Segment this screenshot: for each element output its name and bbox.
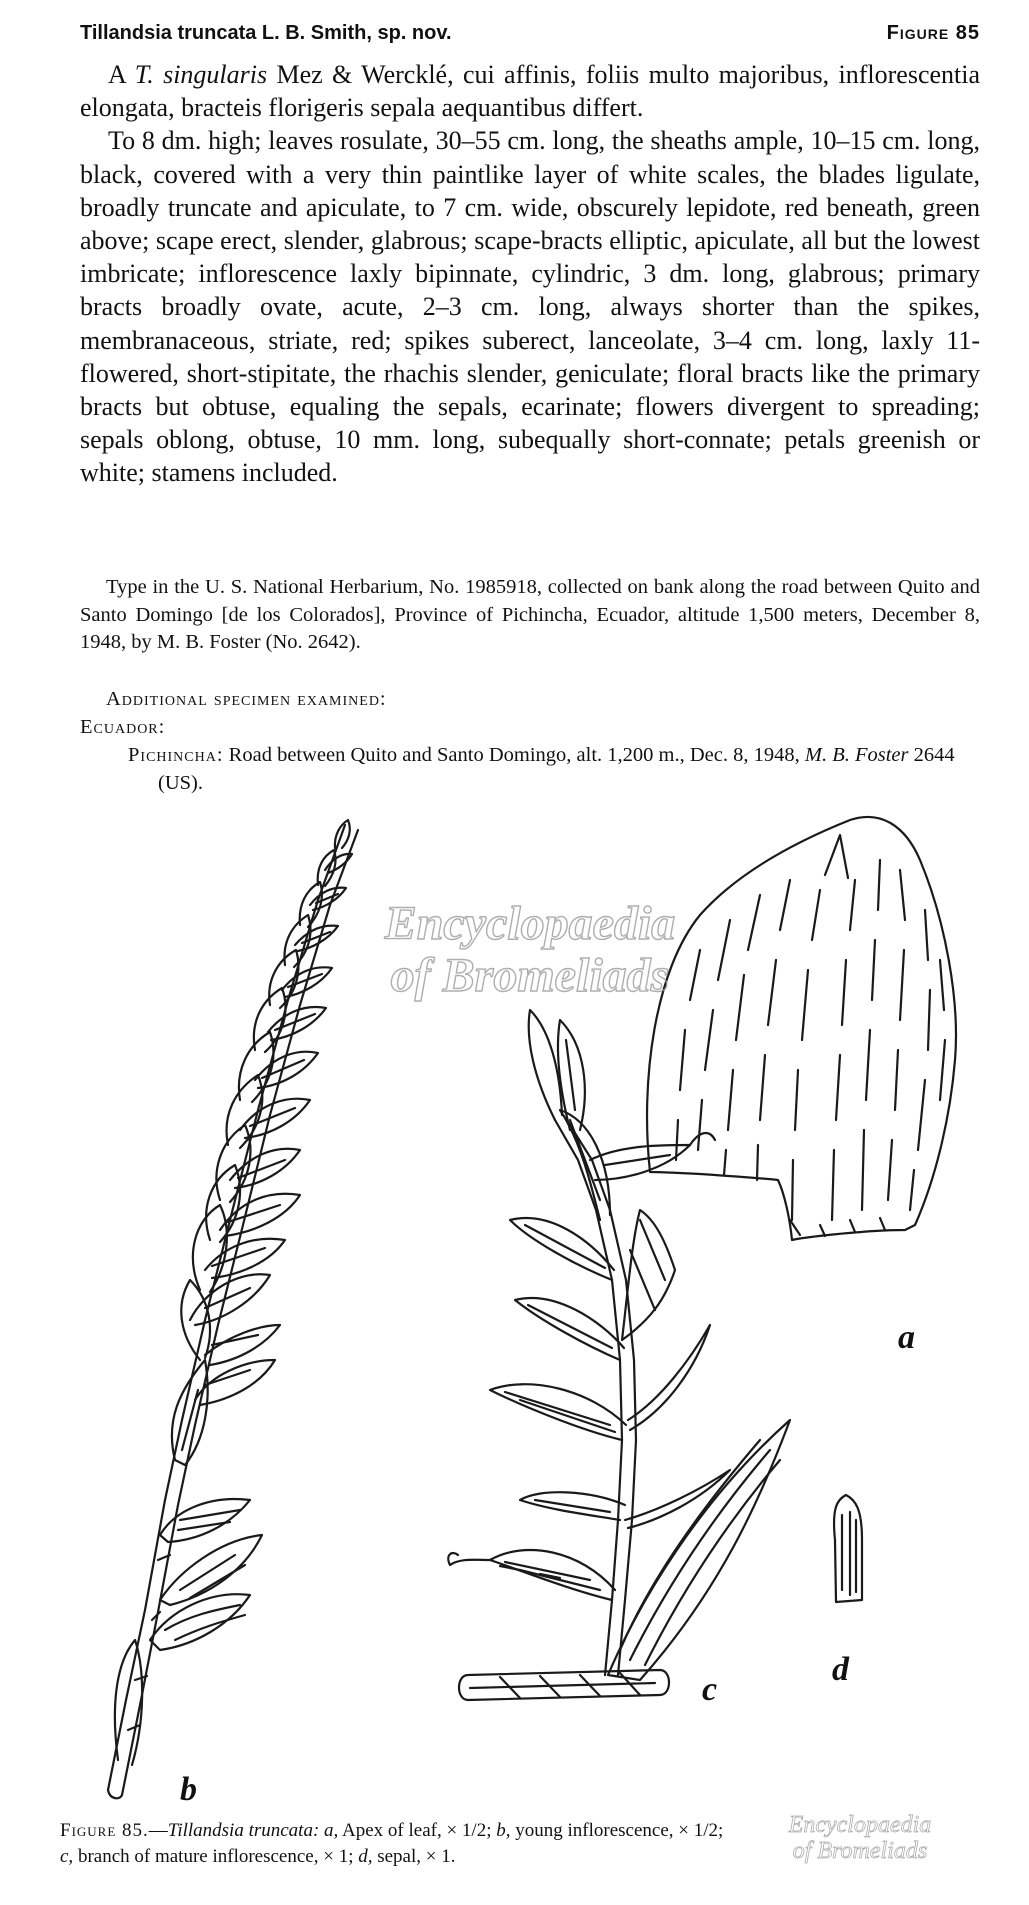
figure-label-a: a bbox=[898, 1319, 915, 1356]
caption-c-label: c, bbox=[60, 1846, 74, 1867]
figure-a-leaf-apex bbox=[647, 817, 956, 1240]
watermark-center bbox=[320, 898, 740, 1002]
species-heading: Tillandsia truncata L. B. Smith, sp. nov. bbox=[80, 22, 452, 44]
watermark-corner-line-2: of Bromeliads bbox=[792, 1838, 928, 1864]
country-heading: Ecuador: bbox=[80, 716, 166, 738]
caption-c-text: branch of mature inflorescence, × 1; bbox=[73, 1846, 359, 1867]
watermark-corner-line-1: Encyclopaedia bbox=[788, 1812, 932, 1838]
latin-pre: A bbox=[108, 60, 135, 89]
species-description bbox=[80, 58, 980, 490]
caption-b-label: b, bbox=[496, 1820, 511, 1841]
additional-specimen-heading: Additional specimen examined: bbox=[106, 688, 387, 710]
figure-number: Figure 85 bbox=[886, 22, 980, 44]
figure-label-d: d bbox=[832, 1651, 849, 1688]
caption-b-text: young inflorescence, × 1/2; bbox=[510, 1820, 724, 1841]
latin-post: Mez & Wercklé, cui affinis, foliis multo majoribus, inflorescentia elongata, bracteis florigeris sepala aequantibus differt. bbox=[80, 60, 981, 123]
figure-c-mature-branch bbox=[448, 1010, 790, 1700]
caption-a-text: Apex of leaf, × 1/2; bbox=[338, 1820, 497, 1841]
caption-a-label: a, bbox=[319, 1820, 339, 1841]
collector-number: 2644 (US). bbox=[158, 744, 955, 794]
caption-lead: Figure 85. bbox=[60, 1820, 149, 1841]
figure-label-c: c bbox=[702, 1671, 718, 1708]
caption-d-label: d, bbox=[358, 1846, 373, 1867]
watermark-line-2: of Bromeliads bbox=[390, 949, 670, 1002]
locality-text: Road between Quito and Santo Domingo, alt. 1,200 m., Dec. 8, 1948, bbox=[223, 744, 805, 766]
figure-d-sepal bbox=[834, 1495, 862, 1602]
caption-dash: — bbox=[148, 1820, 168, 1841]
specimen-locality bbox=[128, 742, 980, 797]
page-header bbox=[80, 22, 980, 52]
type-specimen-note bbox=[80, 574, 980, 657]
figure-label-b: b bbox=[180, 1771, 197, 1808]
latin-diagnosis bbox=[80, 58, 980, 124]
watermark-line-1: Encyclopaedia bbox=[384, 897, 676, 950]
figure-caption bbox=[60, 1818, 980, 1870]
collector-name: M. B. Foster bbox=[804, 744, 909, 766]
latin-species: T. singularis bbox=[134, 60, 268, 89]
province-name: Pichincha: bbox=[128, 744, 224, 766]
type-note-text: Type in the U. S. National Herbarium, No. 1985918, collected on bank along the road between Quito and Santo Domingo [de los Colorados], Province of Pichincha, Ecuador, altitude 1,500 meters, December 8, 1948, by M. B. Foster (No. 2642). bbox=[80, 576, 980, 653]
caption-d-text: sepal, × 1. bbox=[372, 1846, 456, 1867]
description-paragraph: To 8 dm. high; leaves rosulate, 30–55 cm. long, the sheaths ample, 10–15 cm. long, black, covered with a very thin paintlike layer of white scales, the blades ligulate, broadly truncate and apiculate, to 7 cm. wide, obscurely lepidote, red beneath, green above; scape erect, slender, glabrous; scape-bracts elliptic, apiculate, all but the lowest imbricate; inflorescence laxly bipinnate, cylindric, 3 dm. long, glabrous; primary bracts broadly ovate, acute, 2–3 cm. long, always shorter than the spikes, membranaceous, striate, red; spikes suberect, lanceolate, 3–4 cm. long, laxly 11-flowered, short-stipitate, the rhachis slender, geniculate; floral bracts like the primary bracts but obtuse, equaling the sepals, ecarinate; flowers divergent to spreading; sepals oblong, obtuse, 10 mm. long, subequally short-connate; petals greenish or white; stamens included. bbox=[80, 126, 980, 488]
caption-species: Tillandsia truncata: bbox=[167, 1820, 320, 1841]
